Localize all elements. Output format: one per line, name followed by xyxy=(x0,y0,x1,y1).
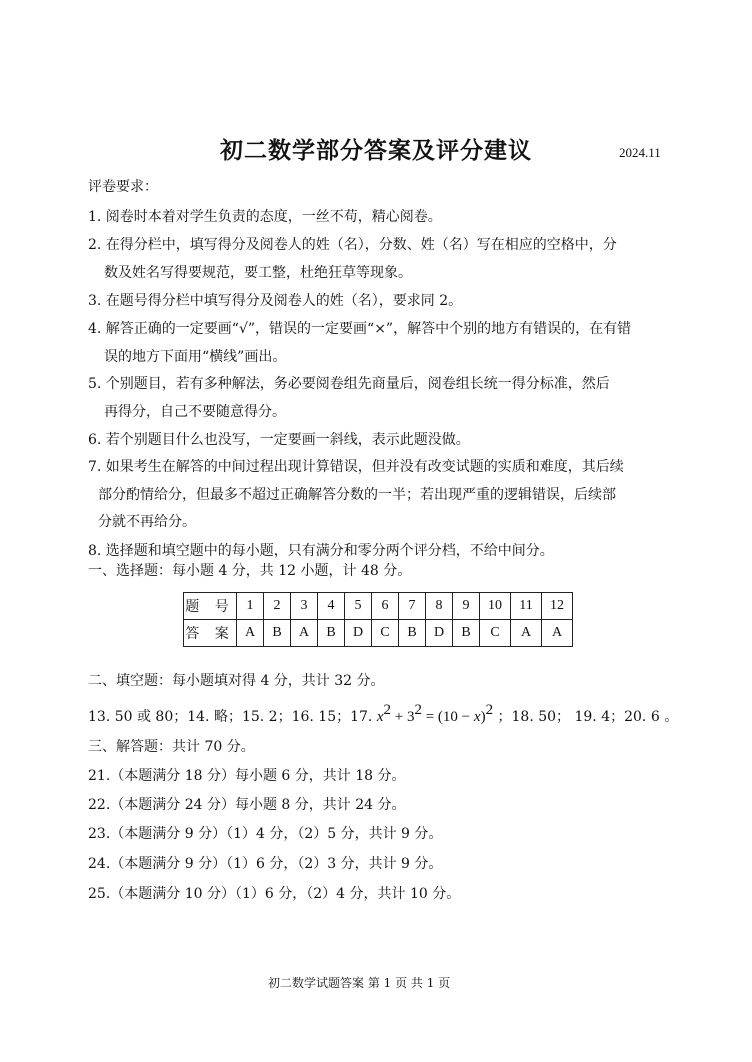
solution-item-21: 21.（本题满分 18 分）每小题 6 分，共计 18 分。 xyxy=(88,768,406,784)
question-number: 11 xyxy=(511,593,542,620)
equation-17 xyxy=(376,702,498,725)
question-number: 6 xyxy=(372,593,399,620)
answer-cell: A xyxy=(237,620,264,647)
answer-cell: B xyxy=(453,620,480,647)
solution-item-23: 23.（本题满分 9 分）（1）4 分，（2）5 分，共计 9 分。 xyxy=(88,826,443,842)
answer-cell: D xyxy=(345,620,372,647)
page-footer: 初二数学试题答案 第 1 页 共 1 页 xyxy=(268,976,451,990)
answer-cell: B xyxy=(399,620,426,647)
answer-cell: C xyxy=(480,620,511,647)
question-number: 4 xyxy=(318,593,345,620)
rule-2: 2. 在得分栏中，填写得分及阅卷人的姓（名），分数、姓（名）写在相应的空格中，分 xyxy=(88,237,617,253)
row-label-number: 题 号 xyxy=(184,593,237,620)
answer-cell: A xyxy=(511,620,542,647)
rule-7-cont: 部分酌情给分，但最多不超过正确解答分数的一半；若出现严重的逻辑错误，后续部 xyxy=(98,487,616,503)
eq-equals: = (10 − xyxy=(421,709,474,725)
solution-item-24: 24.（本题满分 9 分）（1）6 分，（2）3 分，共计 9 分。 xyxy=(88,856,443,872)
table-row-numbers xyxy=(184,593,573,620)
fill-answers-end: ；18. 50； 19. 4；20. 6 。 xyxy=(497,709,679,725)
answer-cell: B xyxy=(318,620,345,647)
answer-cell: C xyxy=(372,620,399,647)
page-title: 初二数学部分答案及评分建议 xyxy=(220,137,532,164)
fill-answers-start: 13. 50 或 80；14. 略；15. 2；16. 15；17. xyxy=(88,709,373,725)
eq-var: x xyxy=(473,709,481,725)
eq-exponent: 2 xyxy=(383,702,391,718)
question-number: 5 xyxy=(345,593,372,620)
rule-7: 7. 如果考生在解答的中间过程出现计算错误，但并没有改变试题的实质和难度，其后续 xyxy=(88,459,624,475)
answer-cell: A xyxy=(291,620,318,647)
rule-5-cont: 再得分，自己不要随意得分。 xyxy=(104,404,286,420)
question-number: 8 xyxy=(426,593,453,620)
section2-heading: 二、填空题：每小题填对得 4 分，共计 32 分。 xyxy=(88,673,385,689)
rule-4-cont: 误的地方下面用“横线”画出。 xyxy=(104,349,287,365)
question-number: 3 xyxy=(291,593,318,620)
question-number: 7 xyxy=(399,593,426,620)
answer-table xyxy=(183,592,573,647)
question-number: 9 xyxy=(453,593,480,620)
table-row-answers xyxy=(184,620,573,647)
section1-heading: 一、选择题：每小题 4 分，共 12 小题，计 48 分。 xyxy=(88,563,412,579)
date: 2024.11 xyxy=(619,145,661,160)
eq-close: ) xyxy=(480,709,486,725)
rule-7-cont-2: 分就不再给分。 xyxy=(98,514,196,530)
rule-1: 1. 阅卷时本着对学生负责的态度，一丝不苟，精心阅卷。 xyxy=(88,209,442,225)
rule-8: 8. 选择题和填空题中的每小题，只有满分和零分两个评分档，不给中间分。 xyxy=(88,543,554,559)
eq-var: x xyxy=(376,709,384,725)
answer-cell: D xyxy=(426,620,453,647)
solution-item-22: 22.（本题满分 24 分）每小题 8 分，共计 24 分。 xyxy=(88,797,406,813)
answer-cell: A xyxy=(542,620,573,647)
rule-4: 4. 解答正确的一定要画“√”，错误的一定要画“×”，解答中个别的地方有错误的，在有错 xyxy=(88,321,632,337)
eq-exponent: 2 xyxy=(414,702,422,718)
question-number: 1 xyxy=(237,593,264,620)
question-number: 12 xyxy=(542,593,573,620)
rule-5: 5. 个别题目，若有多种解法，务必要阅卷组先商量后，阅卷组长统一得分标准，然后 xyxy=(88,376,610,392)
requirements-heading: 评卷要求： xyxy=(88,179,158,195)
answer-cell: B xyxy=(264,620,291,647)
rule-6: 6. 若个别题目什么也没写，一定要画一斜线，表示此题没做。 xyxy=(88,432,470,448)
eq-exponent: 2 xyxy=(485,702,494,718)
question-number: 10 xyxy=(480,593,511,620)
rule-2-cont: 数及姓名写得要规范，要工整，杜绝狂草等现象。 xyxy=(104,265,412,281)
fill-in-answers xyxy=(88,702,678,726)
row-label-answer: 答 案 xyxy=(184,620,237,647)
question-number: 2 xyxy=(264,593,291,620)
eq-plus: + 3 xyxy=(391,709,415,725)
section3-heading: 三、解答题：共计 70 分。 xyxy=(88,739,255,755)
solution-item-25: 25.（本题满分 10 分）（1）6 分，（2）4 分，共计 10 分。 xyxy=(88,886,461,902)
rule-3: 3. 在题号得分栏中填写得分及阅卷人的姓（名），要求同 2。 xyxy=(88,293,463,309)
